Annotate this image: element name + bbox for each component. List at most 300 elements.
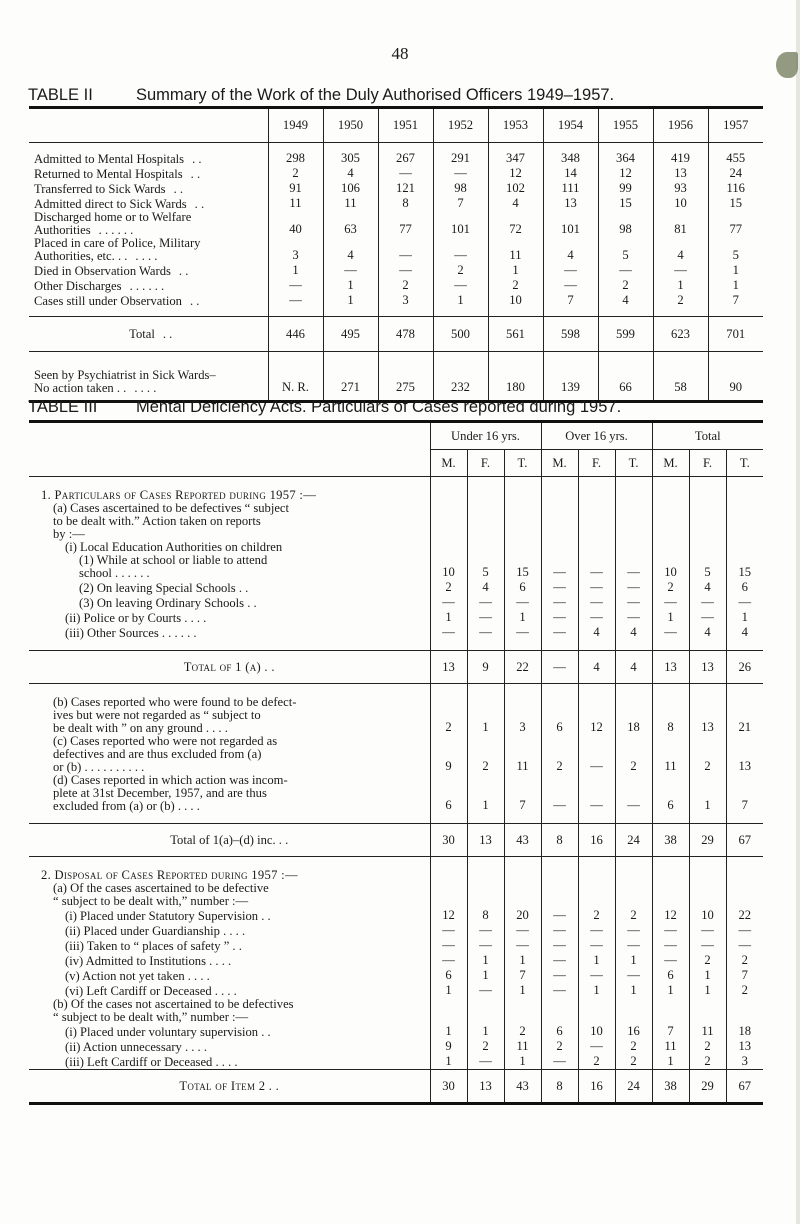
value-cell: 2 <box>689 735 726 774</box>
value-cell: 2 <box>689 953 726 968</box>
empty-cell <box>652 857 689 883</box>
text-line: (d) Cases reported in which action was incom- <box>53 773 288 787</box>
value-cell: 102 <box>488 181 543 196</box>
value-cell: 1 <box>430 1054 467 1070</box>
value-cell: 2 <box>430 580 467 595</box>
row-label-cell <box>29 684 430 736</box>
empty-cell <box>430 998 467 1024</box>
value-cell: 2 <box>488 278 543 293</box>
empty-cell <box>578 502 615 541</box>
value-cell: 347 <box>488 151 543 166</box>
empty-cell <box>430 857 467 883</box>
subheader-cell: F. <box>689 450 726 477</box>
value-cell: 77 <box>708 211 763 237</box>
value-cell: 2 <box>689 1054 726 1070</box>
empty-cell <box>578 541 615 554</box>
value-cell: — <box>541 968 578 983</box>
value-cell: 15 <box>598 196 653 211</box>
value-cell: 1 <box>652 983 689 998</box>
value-cell: 1 <box>578 983 615 998</box>
row-label: Placed in care of Police, Military <box>34 236 201 250</box>
total-label-cell: Total of 1(a)–(d) inc. . . <box>29 824 430 857</box>
subheader-cell: M. <box>430 450 467 477</box>
header-blank-cell <box>29 108 268 143</box>
total-value-cell: 13 <box>430 651 467 684</box>
text-line: “ subject to be dealt with,” number :— <box>53 894 249 908</box>
seen-by-psychiatrist-row <box>29 352 763 402</box>
year-header: 1955 <box>598 108 653 143</box>
value-cell: 12 <box>578 684 615 736</box>
row-label-cell: (v) Action not yet taken . . . . <box>65 969 210 983</box>
value-cell: 12 <box>488 166 543 181</box>
spacer-cell <box>268 143 323 152</box>
value-cell: 4 <box>543 237 598 263</box>
value-cell: 2 <box>268 166 323 181</box>
value-cell: 4 <box>726 625 763 651</box>
value-cell: 98 <box>598 211 653 237</box>
empty-cell <box>504 502 541 541</box>
data-row <box>29 735 763 774</box>
data-row <box>29 774 763 824</box>
leader-dots: . . <box>178 264 189 278</box>
row-label-cell <box>29 237 268 263</box>
value-cell: 1 <box>726 610 763 625</box>
value-cell: 13 <box>543 196 598 211</box>
spacer-cell <box>653 143 708 152</box>
value-cell: — <box>433 278 488 293</box>
value-cell: 5 <box>708 237 763 263</box>
subheader-cell: T. <box>726 450 763 477</box>
empty-cell <box>615 882 652 908</box>
year-header: 1953 <box>488 108 543 143</box>
empty-cell <box>504 541 541 554</box>
value-cell: 455 <box>708 151 763 166</box>
leader-dots: . . . . . . <box>129 279 165 293</box>
empty-cell <box>504 998 541 1024</box>
value-cell: — <box>615 595 652 610</box>
value-cell: — <box>543 263 598 278</box>
total-value-cell: 43 <box>504 1070 541 1104</box>
total-value-cell: 67 <box>726 1070 763 1104</box>
row-label-cell <box>29 211 268 237</box>
value-cell: 6 <box>541 684 578 736</box>
row-label-cell <box>29 293 268 308</box>
leader-dots: . . <box>162 326 173 341</box>
text-line: (1) While at school or liable to attend <box>79 553 268 567</box>
value-cell: 267 <box>378 151 433 166</box>
value-cell: 2 <box>578 908 615 923</box>
leader-dots: . . <box>189 294 200 308</box>
total-row <box>29 317 763 352</box>
row-label-cell: (3) On leaving Ordinary Schools . . <box>79 596 257 610</box>
total-value-cell: 701 <box>708 317 763 352</box>
section-heading: 1. Particulars of Cases Reported during 1957 :— <box>41 488 317 502</box>
year-header: 1957 <box>708 108 763 143</box>
value-cell: 99 <box>598 181 653 196</box>
value-cell: N. R. <box>268 352 323 402</box>
subsection-row <box>29 998 763 1024</box>
section-heading-row <box>29 857 763 883</box>
value-cell: 11 <box>504 1039 541 1054</box>
value-cell: — <box>653 263 708 278</box>
spacer-cell <box>488 308 543 317</box>
row-label-cell <box>29 263 268 278</box>
value-cell: 4 <box>689 580 726 595</box>
spacer-cell <box>653 308 708 317</box>
text-line: to be dealt with.” Action taken on reports <box>53 514 261 528</box>
data-row <box>29 554 763 580</box>
value-cell: 8 <box>652 684 689 736</box>
value-cell: 2 <box>726 983 763 998</box>
row-label-cell <box>29 502 430 541</box>
value-cell: 4 <box>488 196 543 211</box>
value-cell: 7 <box>504 968 541 983</box>
page-edge <box>796 0 800 1224</box>
value-cell: 12 <box>652 908 689 923</box>
value-cell: — <box>541 908 578 923</box>
value-cell: 1 <box>652 610 689 625</box>
value-cell: 10 <box>488 293 543 308</box>
total-value-cell: 4 <box>615 651 652 684</box>
value-cell: 2 <box>689 1039 726 1054</box>
value-cell: 2 <box>615 735 652 774</box>
value-cell: — <box>504 938 541 953</box>
data-row <box>29 625 763 651</box>
value-cell: — <box>541 595 578 610</box>
row-label-cell: (ii) Placed under Guardianship . . . . <box>65 924 246 938</box>
table-row <box>29 196 763 211</box>
row-label-cell: (iii) Taken to “ places of safety ” . . <box>65 939 242 953</box>
text-line: ives but were not regarded as “ subject to <box>53 708 261 722</box>
total-value-cell: 9 <box>467 651 504 684</box>
value-cell: 1 <box>653 278 708 293</box>
value-cell: 298 <box>268 151 323 166</box>
group-header: Over 16 yrs. <box>541 422 652 450</box>
value-cell: 305 <box>323 151 378 166</box>
row-label: Cases still under Observation <box>34 294 182 308</box>
total-value-cell: 43 <box>504 824 541 857</box>
text-line: defectives and are thus excluded from (a) <box>53 747 262 761</box>
table-row <box>29 293 763 308</box>
value-cell: 15 <box>504 554 541 580</box>
value-cell: — <box>378 166 433 181</box>
value-cell: — <box>578 735 615 774</box>
spacer-cell <box>29 143 268 152</box>
value-cell: 11 <box>652 735 689 774</box>
value-cell: — <box>504 625 541 651</box>
text-line: (b) Cases reported who were found to be defect- <box>53 695 297 709</box>
value-cell: — <box>726 923 763 938</box>
value-cell: — <box>541 580 578 595</box>
value-cell: — <box>268 278 323 293</box>
row-label: Returned to Mental Hospitals <box>34 167 183 181</box>
row-label: Discharged home or to Welfare <box>34 210 192 224</box>
value-cell: 2 <box>541 1039 578 1054</box>
data-row <box>29 595 763 610</box>
value-cell: 58 <box>653 352 708 402</box>
leader-dots: . . <box>173 182 184 196</box>
value-cell: 4 <box>323 166 378 181</box>
empty-cell <box>467 857 504 883</box>
total-value-cell: 599 <box>598 317 653 352</box>
subheader-cell: F. <box>578 450 615 477</box>
value-cell: 4 <box>467 580 504 595</box>
total-value-cell: 22 <box>504 651 541 684</box>
empty-cell <box>430 541 467 554</box>
empty-cell <box>504 857 541 883</box>
spacer-cell <box>323 308 378 317</box>
value-cell: 13 <box>726 735 763 774</box>
value-cell: — <box>504 923 541 938</box>
value-cell: 6 <box>430 774 467 824</box>
value-cell: — <box>541 774 578 824</box>
text-line: excluded from (a) or (b) . . . . <box>53 799 200 813</box>
total-value-cell: 598 <box>543 317 598 352</box>
data-row <box>29 968 763 983</box>
value-cell: 1 <box>323 278 378 293</box>
value-cell: 10 <box>578 1024 615 1039</box>
row-label-cell: (2) On leaving Special Schools . . <box>79 581 249 595</box>
value-cell: 1 <box>689 983 726 998</box>
empty-cell <box>615 477 652 503</box>
value-cell: 9 <box>430 735 467 774</box>
empty-cell <box>467 502 504 541</box>
value-cell: — <box>541 610 578 625</box>
value-cell: 1 <box>615 983 652 998</box>
value-cell: 101 <box>543 211 598 237</box>
total-label-cell: Total of 1 (a) . . <box>29 651 430 684</box>
value-cell: — <box>467 610 504 625</box>
row-label-cell <box>29 196 268 211</box>
total-value-cell: 500 <box>433 317 488 352</box>
spacer-row <box>29 143 763 152</box>
value-cell: 15 <box>726 554 763 580</box>
value-cell: — <box>615 610 652 625</box>
value-cell: — <box>430 923 467 938</box>
spacer-cell <box>29 308 268 317</box>
total-value-cell: 38 <box>652 1070 689 1104</box>
total-value-cell: 13 <box>689 651 726 684</box>
value-cell: — <box>726 595 763 610</box>
row-label-cell: (ii) Action unnecessary . . . . <box>65 1040 207 1054</box>
value-cell: — <box>652 595 689 610</box>
value-cell: — <box>615 968 652 983</box>
value-cell: 13 <box>689 684 726 736</box>
text-line: (b) Of the cases not ascertained to be defectives <box>53 997 294 1011</box>
value-cell: 10 <box>652 554 689 580</box>
text-line: (a) Cases ascertained to be defectives “ subject <box>53 501 290 515</box>
total-value-cell: 446 <box>268 317 323 352</box>
total-value-cell: 24 <box>615 824 652 857</box>
value-cell: 98 <box>433 181 488 196</box>
value-cell: 121 <box>378 181 433 196</box>
total-value-cell: 29 <box>689 1070 726 1104</box>
value-cell: — <box>543 278 598 293</box>
subheader-cell: M. <box>541 450 578 477</box>
empty-cell <box>504 477 541 503</box>
value-cell: 1 <box>615 953 652 968</box>
data-row <box>29 938 763 953</box>
value-cell: 2 <box>578 1054 615 1070</box>
leader-dots: . . . . . . <box>98 223 134 237</box>
data-row <box>29 923 763 938</box>
spacer-cell <box>708 143 763 152</box>
value-cell: 13 <box>653 166 708 181</box>
value-cell: 1 <box>433 293 488 308</box>
value-cell: — <box>467 1054 504 1070</box>
row-label: Other Discharges <box>34 279 122 293</box>
value-cell: 63 <box>323 211 378 237</box>
empty-cell <box>615 541 652 554</box>
total-value-cell: 623 <box>653 317 708 352</box>
value-cell: — <box>652 625 689 651</box>
value-cell: — <box>467 938 504 953</box>
value-cell: 6 <box>541 1024 578 1039</box>
row-label-cell: (ii) Police or by Courts . . . . <box>65 611 207 625</box>
value-cell: 3 <box>268 237 323 263</box>
value-cell: 11 <box>323 196 378 211</box>
value-cell: 1 <box>578 953 615 968</box>
value-cell: — <box>578 610 615 625</box>
value-cell: — <box>689 923 726 938</box>
value-cell: 40 <box>268 211 323 237</box>
row-label-cell <box>29 166 268 181</box>
value-cell: — <box>689 595 726 610</box>
text-line: or (b) . . . . . . . . . . <box>53 760 145 774</box>
row-label-cell <box>29 998 430 1024</box>
value-cell: 6 <box>726 580 763 595</box>
value-cell: 24 <box>708 166 763 181</box>
section-heading: 2. Disposal of Cases Reported during 1957 :— <box>41 868 298 882</box>
value-cell: — <box>430 625 467 651</box>
total-label: Total <box>129 326 155 341</box>
spacer-cell <box>598 308 653 317</box>
spacer-cell <box>433 143 488 152</box>
value-cell: 15 <box>708 196 763 211</box>
total-label-cell: Total of Item 2 . . <box>29 1070 430 1104</box>
spacer-cell <box>378 308 433 317</box>
row-label-continued: No action taken . . <box>34 381 127 395</box>
row-label-cell <box>29 554 430 580</box>
empty-cell <box>504 882 541 908</box>
value-cell: 1 <box>504 610 541 625</box>
empty-cell <box>430 477 467 503</box>
spacer-cell <box>543 308 598 317</box>
row-label-cell <box>29 882 430 908</box>
total-value-cell: 30 <box>430 1070 467 1104</box>
empty-cell <box>578 857 615 883</box>
value-cell: 6 <box>652 968 689 983</box>
value-cell: — <box>615 923 652 938</box>
total-value-cell: 26 <box>726 651 763 684</box>
empty-cell <box>652 882 689 908</box>
row-label-cell: (vi) Left Cardiff or Deceased . . . . <box>65 984 237 998</box>
value-cell: 1 <box>268 263 323 278</box>
spacer-cell <box>323 143 378 152</box>
value-cell: 2 <box>652 580 689 595</box>
value-cell: 4 <box>598 293 653 308</box>
value-cell: 81 <box>653 211 708 237</box>
empty-cell <box>430 502 467 541</box>
year-header: 1956 <box>653 108 708 143</box>
text-line: be dealt with ” on any ground . . . . <box>53 721 228 735</box>
value-cell: — <box>541 953 578 968</box>
value-cell: 291 <box>433 151 488 166</box>
value-cell: 1 <box>504 983 541 998</box>
table-row <box>29 278 763 293</box>
spacer-cell <box>488 143 543 152</box>
value-cell: — <box>578 968 615 983</box>
text-line: (c) Cases reported who were not regarded as <box>53 734 278 748</box>
row-label: Died in Observation Wards <box>34 264 171 278</box>
text-line: school . . . . . . <box>79 566 150 580</box>
row-label-cell <box>29 151 268 166</box>
value-cell: 22 <box>726 908 763 923</box>
empty-cell <box>578 998 615 1024</box>
value-cell: 11 <box>488 237 543 263</box>
value-cell: — <box>504 595 541 610</box>
value-cell: — <box>433 237 488 263</box>
year-header: 1952 <box>433 108 488 143</box>
value-cell: 7 <box>652 1024 689 1039</box>
empty-cell <box>689 541 726 554</box>
value-cell: 1 <box>467 953 504 968</box>
subheader-cell: F. <box>467 450 504 477</box>
total-row <box>29 824 763 857</box>
subsection-row <box>29 502 763 541</box>
value-cell: 232 <box>433 352 488 402</box>
value-cell: 1 <box>708 278 763 293</box>
empty-cell <box>726 477 763 503</box>
value-cell: 93 <box>653 181 708 196</box>
value-cell: — <box>578 938 615 953</box>
text-line: (i) Local Education Authorities on children <box>65 540 283 554</box>
value-cell: — <box>430 938 467 953</box>
value-cell: 11 <box>268 196 323 211</box>
value-cell: 7 <box>726 968 763 983</box>
value-cell: 3 <box>504 684 541 736</box>
text-line: plete at 31st December, 1957, and are thus <box>53 786 267 800</box>
value-cell: 348 <box>543 151 598 166</box>
total-value-cell: 38 <box>652 824 689 857</box>
total-value-cell: 8 <box>541 1070 578 1104</box>
value-cell: 77 <box>378 211 433 237</box>
table2-title-text: Summary of the Work of the Duly Authorised Officers 1949–1957. <box>136 86 615 104</box>
row-label-cell: (iv) Admitted to Institutions . . . . <box>65 954 232 968</box>
leader-dots: . . <box>190 167 201 181</box>
total-value-cell: 16 <box>578 1070 615 1104</box>
section-heading-row <box>29 477 763 503</box>
empty-cell <box>726 857 763 883</box>
value-cell: 14 <box>543 166 598 181</box>
value-cell: 3 <box>378 293 433 308</box>
row-label-cell <box>29 352 268 402</box>
row-label-cell: (iii) Left Cardiff or Deceased . . . . <box>65 1055 238 1069</box>
value-cell: — <box>430 595 467 610</box>
empty-cell <box>467 998 504 1024</box>
total-value-cell: 495 <box>323 317 378 352</box>
value-cell: — <box>323 263 378 278</box>
empty-cell <box>615 998 652 1024</box>
value-cell: — <box>467 923 504 938</box>
value-cell: 180 <box>488 352 543 402</box>
subsection-row <box>29 882 763 908</box>
value-cell: 6 <box>504 580 541 595</box>
value-cell: 1 <box>430 1024 467 1039</box>
row-label: Seen by Psychiatrist in Sick Wards– <box>34 368 216 382</box>
value-cell: 364 <box>598 151 653 166</box>
total-row <box>29 1070 763 1104</box>
